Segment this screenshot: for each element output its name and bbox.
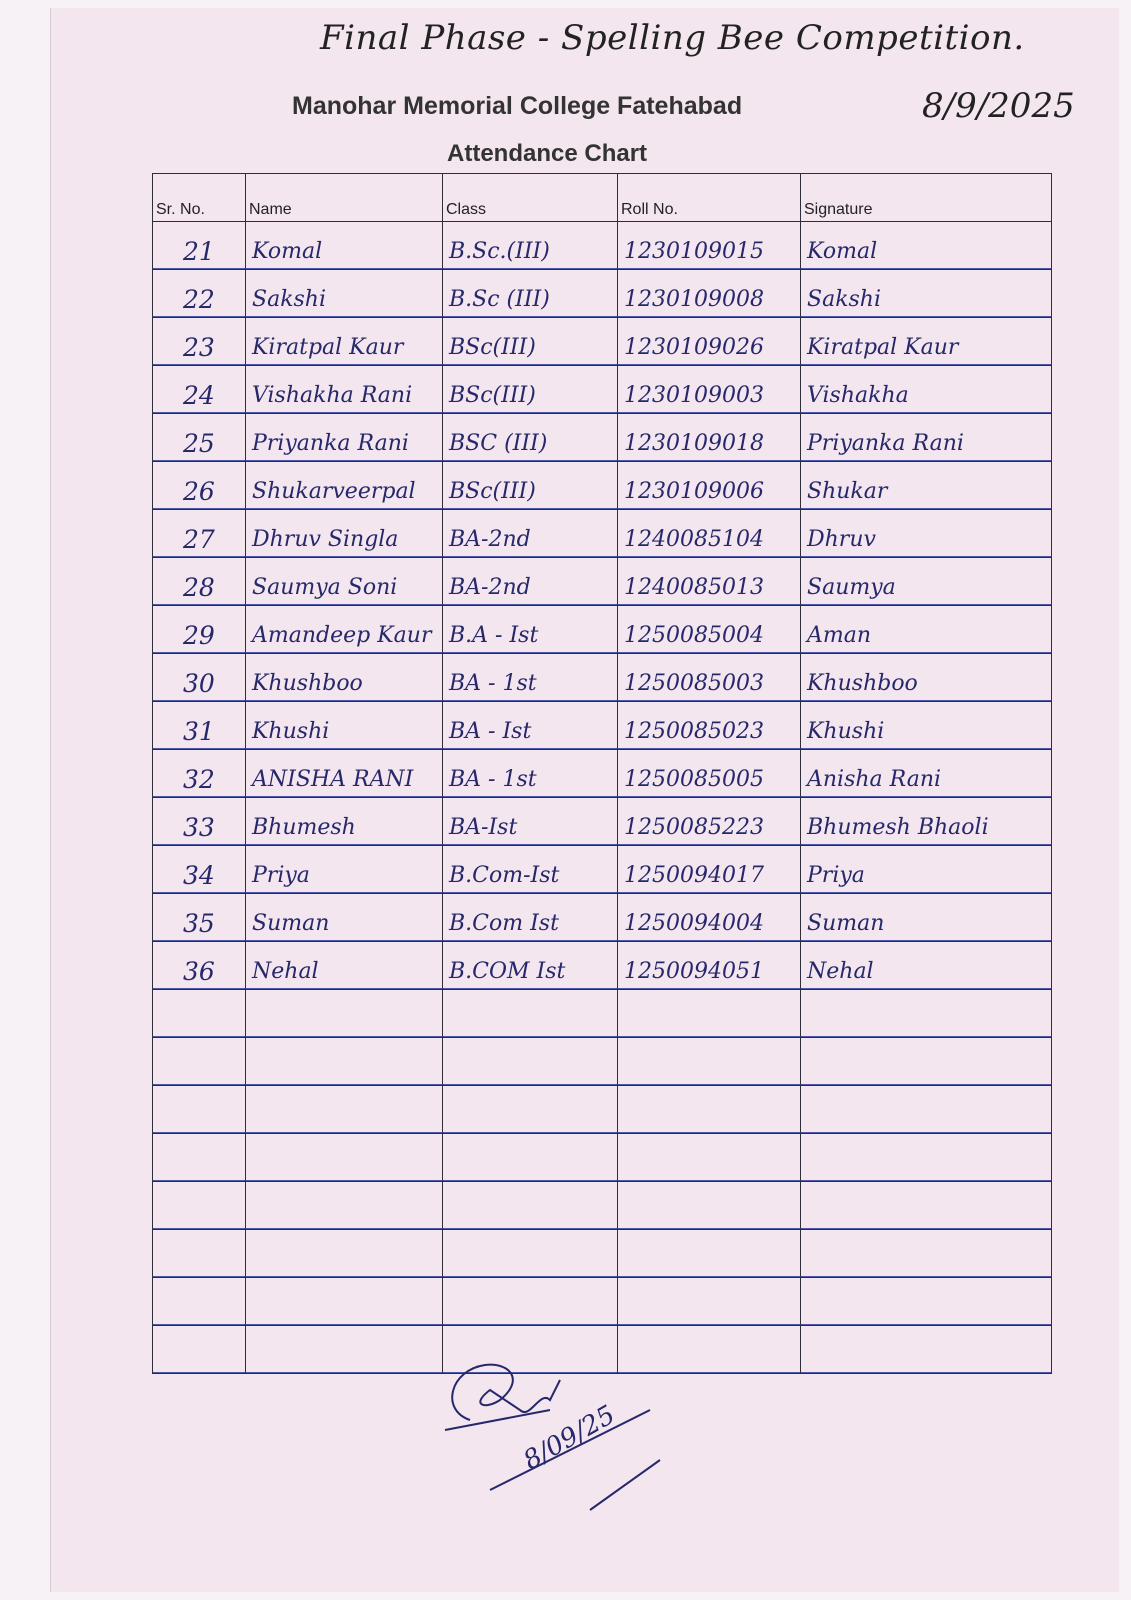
table-row — [153, 1230, 1052, 1278]
name-value: Suman — [246, 911, 442, 941]
cell-sr — [153, 1278, 246, 1326]
column-header-name: Name — [246, 174, 443, 222]
cell-class — [443, 654, 618, 702]
cell-signature — [801, 702, 1052, 750]
sr-value: 30 — [153, 671, 245, 701]
college-name: Manohar Memorial College Fatehabad — [292, 92, 743, 120]
cell-signature — [801, 846, 1052, 894]
name-value: Bhumesh — [246, 815, 442, 845]
signature-value: Anisha Rani — [801, 767, 1051, 797]
cell-sr — [153, 750, 246, 798]
signature-value: Khushi — [801, 719, 1051, 749]
column-header-roll-no: Roll No. — [618, 174, 801, 222]
table-row — [153, 798, 1052, 846]
class-value: B.Sc.(III) — [443, 239, 617, 269]
cell-sr — [153, 1038, 246, 1086]
cell-sr — [153, 846, 246, 894]
cell-signature — [801, 894, 1052, 942]
signature-value — [801, 1081, 1051, 1085]
name-value: Komal — [246, 239, 442, 269]
signature-value: Vishakha — [801, 383, 1051, 413]
sr-value: 34 — [153, 863, 245, 893]
class-value: B.Com-Ist — [443, 863, 617, 893]
sr-value — [153, 1033, 245, 1037]
cell-sr — [153, 1182, 246, 1230]
cell-roll — [618, 1038, 801, 1086]
cell-sr — [153, 318, 246, 366]
roll-value: 1240085013 — [618, 575, 800, 605]
cell-sr — [153, 942, 246, 990]
table-row — [153, 414, 1052, 462]
cell-signature — [801, 654, 1052, 702]
table-row — [153, 270, 1052, 318]
name-value — [246, 1273, 442, 1277]
class-value: BA - Ist — [443, 719, 617, 749]
sr-value — [153, 1081, 245, 1085]
cell-sr — [153, 798, 246, 846]
sr-value: 29 — [153, 623, 245, 653]
name-value: Priyanka Rani — [246, 431, 442, 461]
handwritten-title: Final Phase - Spelling Bee Competition. — [320, 18, 1025, 58]
class-value: BSC (III) — [443, 431, 617, 461]
cell-signature — [801, 1278, 1052, 1326]
signature-value: Saumya — [801, 575, 1051, 605]
class-value: BA-Ist — [443, 815, 617, 845]
class-value: B.Sc (III) — [443, 287, 617, 317]
signature-value: Shukar — [801, 479, 1051, 509]
roll-value: 1250085223 — [618, 815, 800, 845]
cell-name — [246, 366, 443, 414]
cell-signature — [801, 1086, 1052, 1134]
roll-value: 1240085104 — [618, 527, 800, 557]
cell-roll — [618, 318, 801, 366]
cell-sr — [153, 366, 246, 414]
signature-value — [801, 1321, 1051, 1325]
table-row — [153, 990, 1052, 1038]
cell-sr — [153, 462, 246, 510]
signature-value: Dhruv — [801, 527, 1051, 557]
class-value: B.A - Ist — [443, 623, 617, 653]
sr-value — [153, 1321, 245, 1325]
cell-class — [443, 942, 618, 990]
cell-signature — [801, 750, 1052, 798]
cell-class — [443, 750, 618, 798]
sr-value: 22 — [153, 287, 245, 317]
cell-roll — [618, 414, 801, 462]
cell-signature — [801, 462, 1052, 510]
cell-name — [246, 1134, 443, 1182]
cell-signature — [801, 222, 1052, 270]
table-row — [153, 750, 1052, 798]
cell-sr — [153, 1230, 246, 1278]
column-header-class: Class — [443, 174, 618, 222]
column-header-signature: Signature — [801, 174, 1052, 222]
cell-sr — [153, 1134, 246, 1182]
cell-name — [246, 558, 443, 606]
signature-value: Bhumesh Bhaoli — [801, 815, 1051, 845]
cell-roll — [618, 1278, 801, 1326]
cell-class — [443, 798, 618, 846]
cell-name — [246, 606, 443, 654]
class-value: B.Com Ist — [443, 911, 617, 941]
cell-name — [246, 414, 443, 462]
table-row — [153, 654, 1052, 702]
cell-name — [246, 1038, 443, 1086]
cell-roll — [618, 270, 801, 318]
roll-value — [618, 1177, 800, 1181]
name-value: Nehal — [246, 959, 442, 989]
roll-value: 1250094004 — [618, 911, 800, 941]
cell-signature — [801, 1230, 1052, 1278]
signature-value: Sakshi — [801, 287, 1051, 317]
name-value — [246, 1177, 442, 1181]
table-row — [153, 894, 1052, 942]
roll-value — [618, 1081, 800, 1085]
attendance-table — [152, 173, 1052, 1374]
table-row — [153, 558, 1052, 606]
signature-value — [801, 1225, 1051, 1229]
cell-class — [443, 894, 618, 942]
handwritten-date: 8/9/2025 — [922, 86, 1075, 126]
sr-value: 26 — [153, 479, 245, 509]
cell-roll — [618, 1182, 801, 1230]
cell-signature — [801, 318, 1052, 366]
sr-value: 24 — [153, 383, 245, 413]
cell-name — [246, 222, 443, 270]
sr-value: 27 — [153, 527, 245, 557]
signature-value: Priya — [801, 863, 1051, 893]
class-value — [443, 1177, 617, 1181]
cell-signature — [801, 606, 1052, 654]
name-value — [246, 1321, 442, 1325]
signature-value: Suman — [801, 911, 1051, 941]
cell-signature — [801, 1038, 1052, 1086]
cell-signature — [801, 942, 1052, 990]
cell-class — [443, 990, 618, 1038]
cell-class — [443, 366, 618, 414]
sr-value — [153, 1129, 245, 1133]
cell-signature — [801, 510, 1052, 558]
cell-signature — [801, 414, 1052, 462]
cell-name — [246, 798, 443, 846]
sr-value: 32 — [153, 767, 245, 797]
name-value: Dhruv Singla — [246, 527, 442, 557]
cell-sr — [153, 222, 246, 270]
sr-value — [153, 1225, 245, 1229]
class-value: BA-2nd — [443, 575, 617, 605]
cell-name — [246, 654, 443, 702]
cell-class — [443, 1278, 618, 1326]
cell-signature — [801, 366, 1052, 414]
class-value: BA - 1st — [443, 671, 617, 701]
cell-class — [443, 1134, 618, 1182]
cell-roll — [618, 942, 801, 990]
roll-value: 1230109003 — [618, 383, 800, 413]
roll-value — [618, 1321, 800, 1325]
sr-value — [153, 1369, 245, 1373]
cell-roll — [618, 558, 801, 606]
cell-roll — [618, 894, 801, 942]
cell-roll — [618, 654, 801, 702]
cell-class — [443, 606, 618, 654]
initials-date: 8/09/25 — [518, 1399, 621, 1477]
roll-value: 1250085005 — [618, 767, 800, 797]
table-body — [153, 222, 1052, 1374]
roll-value: 1230109015 — [618, 239, 800, 269]
cell-signature — [801, 1182, 1052, 1230]
name-value — [246, 1081, 442, 1085]
cell-name — [246, 942, 443, 990]
cell-roll — [618, 606, 801, 654]
cell-sr — [153, 270, 246, 318]
table-row — [153, 942, 1052, 990]
cell-class — [443, 1230, 618, 1278]
name-value: Vishakha Rani — [246, 383, 442, 413]
sr-value: 23 — [153, 335, 245, 365]
cell-sr — [153, 510, 246, 558]
page-title: Attendance Chart — [447, 140, 648, 167]
name-value — [246, 1033, 442, 1037]
table-row — [153, 318, 1052, 366]
class-value: BA - 1st — [443, 767, 617, 797]
table-row — [153, 1182, 1052, 1230]
cell-signature — [801, 990, 1052, 1038]
cell-name — [246, 1230, 443, 1278]
cell-class — [443, 1086, 618, 1134]
roll-value — [618, 1225, 800, 1229]
class-value — [443, 1225, 617, 1229]
roll-value: 1250085003 — [618, 671, 800, 701]
cell-class — [443, 1038, 618, 1086]
sr-value: 31 — [153, 719, 245, 749]
cell-name — [246, 1182, 443, 1230]
cell-sr — [153, 606, 246, 654]
table-row — [153, 222, 1052, 270]
cell-class — [443, 510, 618, 558]
cell-name — [246, 270, 443, 318]
signature-value: Khushboo — [801, 671, 1051, 701]
name-value — [246, 1369, 442, 1373]
sr-value — [153, 1177, 245, 1181]
table-row — [153, 1086, 1052, 1134]
cell-sr — [153, 558, 246, 606]
cell-roll — [618, 510, 801, 558]
table-row — [153, 1038, 1052, 1086]
cell-roll — [618, 846, 801, 894]
roll-value: 1230109026 — [618, 335, 800, 365]
sr-value: 36 — [153, 959, 245, 989]
cell-roll — [618, 702, 801, 750]
class-value — [443, 1033, 617, 1037]
name-value: Amandeep Kaur — [246, 623, 442, 653]
signature-value — [801, 1273, 1051, 1277]
table-row — [153, 606, 1052, 654]
class-value: BSc(III) — [443, 383, 617, 413]
cell-roll — [618, 222, 801, 270]
sr-value: 25 — [153, 431, 245, 461]
name-value: Kiratpal Kaur — [246, 335, 442, 365]
class-value — [443, 1321, 617, 1325]
cell-sr — [153, 990, 246, 1038]
roll-value — [618, 1033, 800, 1037]
roll-value: 1250094051 — [618, 959, 800, 989]
sr-value: 21 — [153, 239, 245, 269]
signature-value — [801, 1129, 1051, 1133]
cell-name — [246, 510, 443, 558]
sr-value: 28 — [153, 575, 245, 605]
name-value: Khushboo — [246, 671, 442, 701]
cell-class — [443, 318, 618, 366]
class-value — [443, 1129, 617, 1133]
signature-value: Aman — [801, 623, 1051, 653]
class-value — [443, 1273, 617, 1277]
name-value: Priya — [246, 863, 442, 893]
column-header-sr-no: Sr. No. — [153, 174, 246, 222]
cell-signature — [801, 1134, 1052, 1182]
cell-name — [246, 1326, 443, 1374]
cell-class — [443, 462, 618, 510]
class-value: BSc(III) — [443, 479, 617, 509]
signature-value — [801, 1033, 1051, 1037]
name-value: Khushi — [246, 719, 442, 749]
cell-class — [443, 558, 618, 606]
name-value: Saumya Soni — [246, 575, 442, 605]
class-value: B.COM Ist — [443, 959, 617, 989]
cell-name — [246, 1086, 443, 1134]
class-value — [443, 1081, 617, 1085]
cell-signature — [801, 1326, 1052, 1374]
cell-class — [443, 222, 618, 270]
cell-class — [443, 846, 618, 894]
sr-value: 33 — [153, 815, 245, 845]
cell-signature — [801, 270, 1052, 318]
cell-name — [246, 750, 443, 798]
cell-roll — [618, 990, 801, 1038]
table-row — [153, 846, 1052, 894]
cell-name — [246, 318, 443, 366]
roll-value: 1230109018 — [618, 431, 800, 461]
roll-value: 1250094017 — [618, 863, 800, 893]
cell-roll — [618, 798, 801, 846]
table-row — [153, 366, 1052, 414]
table-row — [153, 702, 1052, 750]
signature-value: Kiratpal Kaur — [801, 335, 1051, 365]
cell-sr — [153, 1086, 246, 1134]
cell-name — [246, 894, 443, 942]
cell-sr — [153, 1326, 246, 1374]
table-row — [153, 1134, 1052, 1182]
cell-roll — [618, 462, 801, 510]
cell-roll — [618, 1086, 801, 1134]
cell-class — [443, 702, 618, 750]
class-value: BSc(III) — [443, 335, 617, 365]
table-row — [153, 1278, 1052, 1326]
signature-value: Priyanka Rani — [801, 431, 1051, 461]
name-value — [246, 1129, 442, 1133]
signature-value: Nehal — [801, 959, 1051, 989]
cell-signature — [801, 558, 1052, 606]
class-value: BA-2nd — [443, 527, 617, 557]
table-row — [153, 510, 1052, 558]
cell-sr — [153, 654, 246, 702]
table-header-row — [153, 174, 1052, 222]
cell-name — [246, 990, 443, 1038]
sr-value — [153, 1273, 245, 1277]
name-value: Sakshi — [246, 287, 442, 317]
roll-value — [618, 1273, 800, 1277]
initials-signature — [430, 1350, 680, 1520]
cell-roll — [618, 750, 801, 798]
cell-roll — [618, 366, 801, 414]
cell-name — [246, 1278, 443, 1326]
cell-name — [246, 702, 443, 750]
cell-sr — [153, 894, 246, 942]
cell-name — [246, 462, 443, 510]
cell-roll — [618, 1230, 801, 1278]
roll-value: 1250085004 — [618, 623, 800, 653]
name-value: ANISHA RANI — [246, 767, 442, 797]
roll-value: 1250085023 — [618, 719, 800, 749]
roll-value: 1230109006 — [618, 479, 800, 509]
roll-value — [618, 1129, 800, 1133]
cell-name — [246, 846, 443, 894]
roll-value: 1230109008 — [618, 287, 800, 317]
cell-class — [443, 270, 618, 318]
name-value — [246, 1225, 442, 1229]
signature-value: Komal — [801, 239, 1051, 269]
signature-value — [801, 1369, 1051, 1373]
table-row — [153, 462, 1052, 510]
cell-roll — [618, 1134, 801, 1182]
signature-value — [801, 1177, 1051, 1181]
sr-value: 35 — [153, 911, 245, 941]
cell-signature — [801, 798, 1052, 846]
cell-sr — [153, 702, 246, 750]
cell-class — [443, 414, 618, 462]
cell-sr — [153, 414, 246, 462]
cell-class — [443, 1182, 618, 1230]
name-value: Shukarveerpal — [246, 479, 442, 509]
